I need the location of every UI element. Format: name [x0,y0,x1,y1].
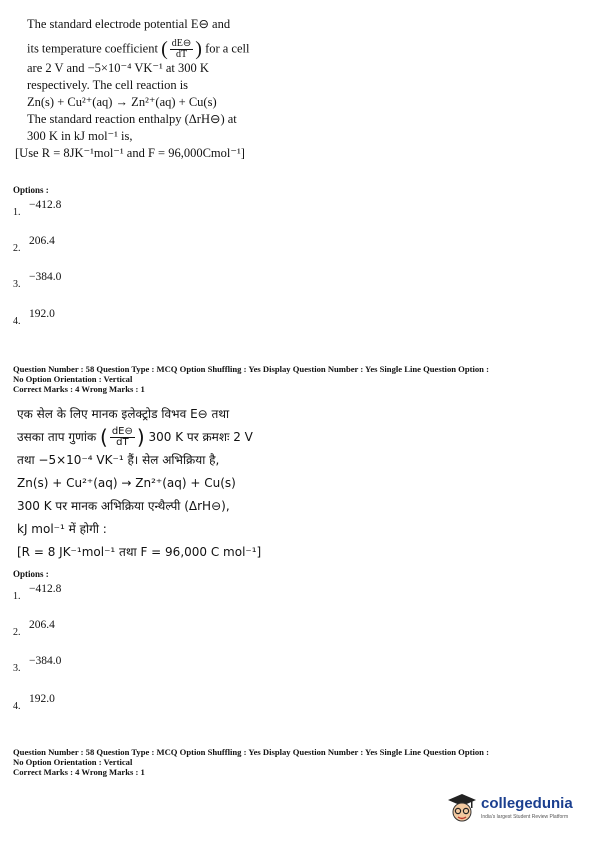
question-hindi [17,403,261,564]
question-line: एक सेल के लिए मानक इलेक्ट्रोड विभव E⊖ तथा [17,407,230,421]
option-2[interactable]: 2.206.4 [13,235,55,254]
question-meta: Question Number : 58 Question Type : MCQ Option Shuffling : Yes Display Question Number : Yes Single Line Question Option : No Option Orientation : Vertical Correct Marks : 4 Wrong Marks : 1 [13,747,489,777]
option-1[interactable]: 1.−412.8 [13,199,62,218]
question-line: तथा −5×10⁻⁴ VK⁻¹ हैं। सेल अभिक्रिया है, [17,453,220,467]
options-label: Options : [13,569,49,579]
question-line: Zn(s) + Cu²⁺(aq) → Zn²⁺(aq) + Cu(s) [27,95,217,109]
question-line: The standard electrode potential E⊖ and [27,17,231,31]
question-line: its temperature coefficient ( $\frac{dE⊖}{dT}$ ) for a cell [27,38,250,60]
question-line: are 2 V and −5×10⁻⁴ VK⁻¹ at 300 K [27,61,209,75]
question-line: 300 K in kJ mol⁻¹ is, [27,129,133,143]
option-3[interactable]: 3.−384.0 [13,655,62,674]
question-line: Zn(s) + Cu²⁺(aq) → Zn²⁺(aq) + Cu(s) [17,476,236,490]
derivative-fraction: $\frac{dE⊖}{dT}$ [171,38,192,60]
brand-name: collegedunia [481,795,573,812]
question-line: 300 K पर मानक अभिक्रिया एन्थैल्पी (ΔrH⊖), [17,499,230,513]
collegedunia-logo [447,792,587,826]
question-line: [R = 8 JK⁻¹mol⁻¹ तथा F = 96,000 C mol⁻¹] [17,545,262,559]
question-meta: Question Number : 58 Question Type : MCQ Option Shuffling : Yes Display Question Number : Yes Single Line Question Option : No Option Orientation : Vertical Correct Marks : 4 Wrong Marks : 1 [13,364,489,394]
question-line: kJ mol⁻¹ में होगी : [17,522,107,536]
option-2[interactable]: 2.206.4 [13,619,55,638]
options-label: Options : [13,185,49,195]
graduate-mascot-icon [447,792,477,824]
derivative-fraction: $\frac{dE⊖}{dT}$ [111,426,133,448]
option-3[interactable]: 3.−384.0 [13,271,62,290]
brand-tagline: India's largest Student Review Platform [481,814,569,820]
question-english [15,16,250,162]
question-line: [Use R = 8JK⁻¹mol⁻¹ and F = 96,000Cmol⁻¹] [15,146,245,160]
question-line: The standard reaction enthalpy (ΔrH⊖) at [27,112,237,126]
option-1[interactable]: 1.−412.8 [13,583,62,602]
option-4[interactable]: 4.192.0 [13,308,55,327]
question-line: respectively. The cell reaction is [27,78,189,92]
question-line: उसका ताप गुणांक ( $\frac{dE⊖}{dT}$ ) 300 K पर क्रमशः 2 V [17,425,253,449]
option-4[interactable]: 4.192.0 [13,693,55,712]
